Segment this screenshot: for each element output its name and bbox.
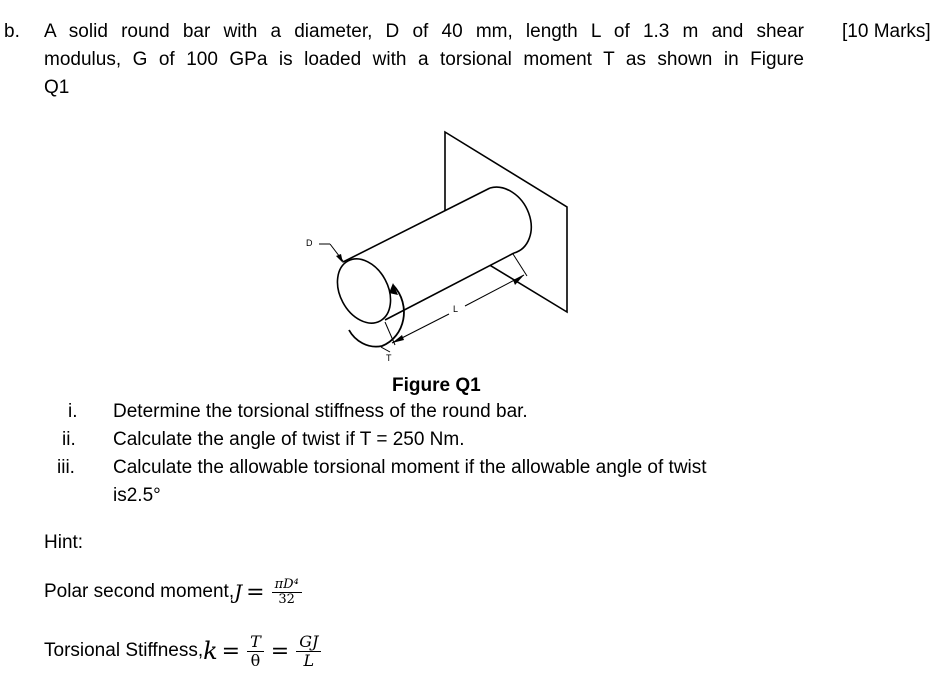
fraction-2-denominator: L <box>303 650 315 670</box>
label-t: T <box>386 353 392 363</box>
subq-3-text: Calculate the allowable torsional moment if the allowable angle of twist <box>113 457 707 478</box>
polar-numerator: πD⁴ <box>272 578 302 593</box>
subq-3-text-cont: is2.5° <box>113 485 161 506</box>
subq-1-text: Determine the torsional stiffness of the round bar. <box>113 401 528 422</box>
subq-1-num: i. <box>68 401 78 422</box>
question-label: b. <box>4 21 20 42</box>
marks-label: [10 Marks] <box>842 21 931 42</box>
fraction-gj-l <box>296 633 321 670</box>
polar-var: J <box>234 580 243 604</box>
polar-fraction <box>272 578 302 607</box>
stiffness-equals-2: = <box>270 638 290 664</box>
label-l: L <box>453 304 459 314</box>
polar-equals: = <box>246 579 265 605</box>
fraction-1-denominator: θ <box>250 650 261 670</box>
subq-3-num: iii. <box>57 457 75 478</box>
hint-torsional-stiffness <box>44 628 324 674</box>
fraction-1-numerator: T <box>247 633 264 652</box>
polar-label: Polar second moment, <box>44 581 235 602</box>
hint-title: Hint: <box>44 532 84 553</box>
fraction-2-numerator: GJ <box>296 633 321 652</box>
hint-polar-moment <box>44 572 305 612</box>
fraction-t-theta <box>247 633 264 670</box>
subq-2-num: ii. <box>62 429 76 450</box>
subq-2-text: Calculate the angle of twist if T = 250 Nm. <box>113 429 465 450</box>
stiffness-var: k <box>203 637 218 665</box>
question-line-3: Q1 <box>44 77 70 98</box>
label-d: D <box>306 238 313 248</box>
stiffness-equals-1: = <box>221 638 241 664</box>
question-line-1: A solid round bar with a diameter, D of 40 mm, length L of 1.3 m and shear <box>44 21 804 42</box>
polar-denominator: 32 <box>278 591 295 607</box>
stiffness-label: Torsional Stiffness, <box>44 640 204 661</box>
figure-caption: Figure Q1 <box>392 375 481 396</box>
question-line-2: modulus, G of 100 GPa is loaded with a torsional moment T as shown in Figure <box>44 49 804 70</box>
